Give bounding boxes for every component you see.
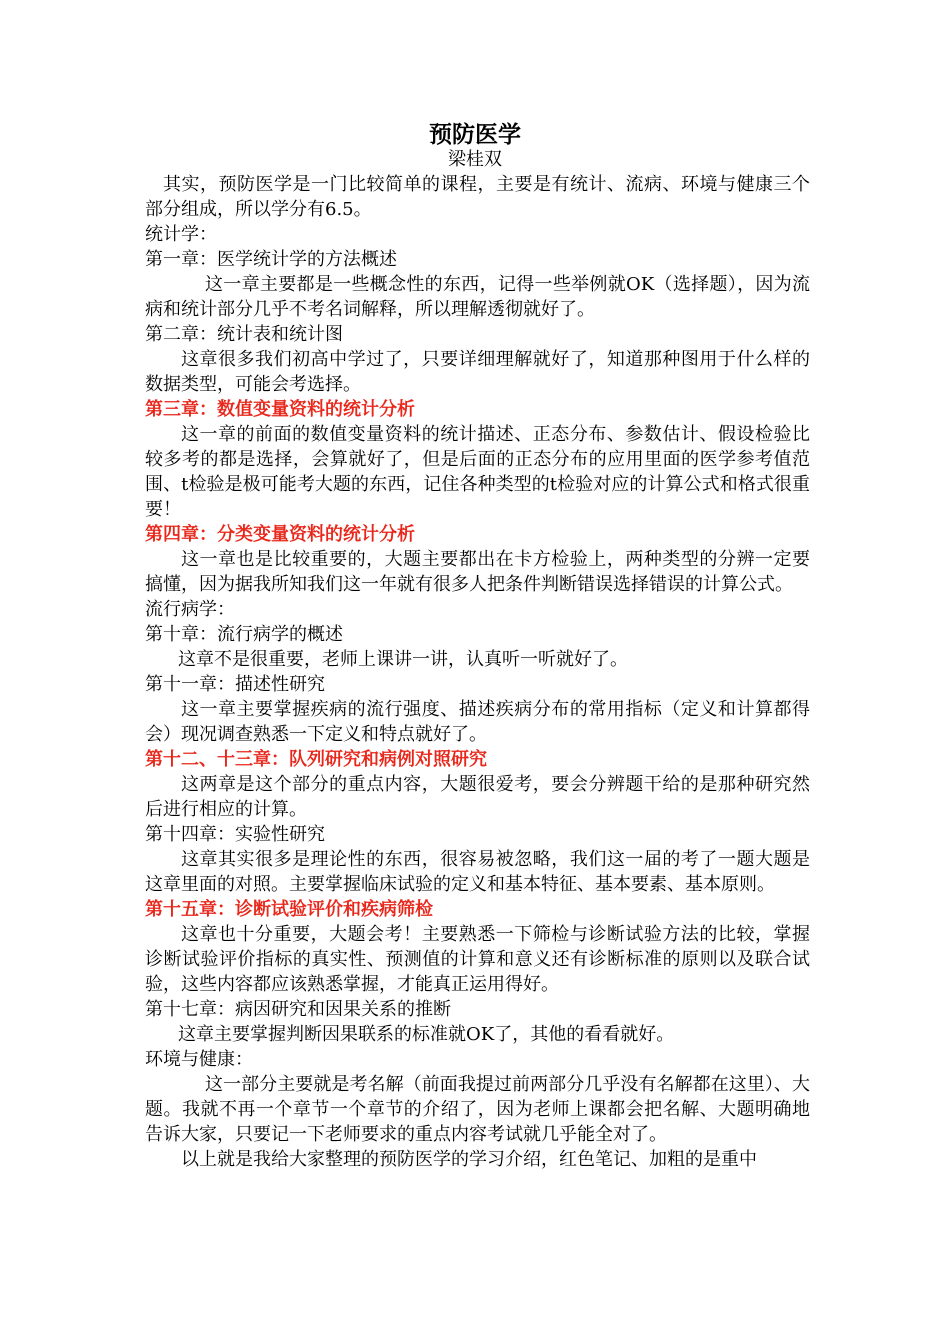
chapter-2-heading: 第二章：统计表和统计图 [145, 324, 343, 345]
chapter-17-heading: 第十七章：病因研究和因果关系的推断 [145, 999, 451, 1020]
document-title: 预防医学 [429, 121, 521, 148]
chapter-17-text: 这章主要掌握判断因果联系的标准就OK了，其他的看看就好。 [178, 1024, 675, 1045]
author-name: 梁桂双 [448, 149, 502, 170]
environment-text: 这一部分主要就是考名解（前面我提过前两部分几乎没有名解都在这里）、大题。我就不再一个章节一个章节的介绍了，因为老师上课都会把名解、大题明确地告诉大家，只要记一下老师要求的重点内容考试就几乎能全对了。 [145, 1074, 810, 1145]
chapter-11-text: 这一章主要掌握疾病的流行强度、描述疾病分布的常用指标（定义和计算都得会）现况调查熟悉一下定义和特点就好了。 [145, 699, 810, 745]
chapter-10-text: 这章不是很重要，老师上课讲一讲，认真听一听就好了。 [178, 649, 628, 670]
chapter-14-heading: 第十四章：实验性研究 [145, 824, 325, 845]
chapter-1-heading: 第一章：医学统计学的方法概述 [145, 249, 397, 270]
chapter-1-text: 这一章主要都是一些概念性的东西，记得一些举例就OK（选择题），因为流病和统计部分几乎不考名词解释，所以理解透彻就好了。 [145, 274, 810, 320]
section-label-statistics: 统计学： [145, 224, 217, 245]
chapter-3-text: 这一章的前面的数值变量资料的统计描述、正态分布、参数估计、假设检验比较多考的都是选择，会算就好了，但是后面的正态分布的应用里面的医学参考值范围、t检验是极可能考大题的东西，记住各种类型的t检验对应的计算公式和格式很重要！ [145, 424, 810, 520]
chapter-12-13-text: 这两章是这个部分的重点内容，大题很爱考，要会分辨题干给的是那种研究然后进行相应的计算。 [145, 774, 810, 820]
chapter-4-heading: 第四章：分类变量资料的统计分析 [145, 524, 415, 545]
chapter-4-text: 这一章也是比较重要的，大题主要都出在卡方检验上，两种类型的分辨一定要搞懂，因为据我所知我们这一年就有很多人把条件判断错误选择错误的计算公式。 [145, 549, 810, 595]
chapter-12-13-heading: 第十二、十三章：队列研究和病例对照研究 [145, 749, 487, 770]
chapter-10-heading: 第十章：流行病学的概述 [145, 624, 343, 645]
intro-paragraph: 其实，预防医学是一门比较简单的课程，主要是有统计、流病、环境与健康三个部分组成，所以学分有6.5。 [145, 174, 810, 220]
chapter-3-heading: 第三章：数值变量资料的统计分析 [145, 399, 415, 420]
chapter-11-heading: 第十一章：描述性研究 [145, 674, 325, 695]
document-body [145, 172, 810, 1172]
chapter-15-heading: 第十五章：诊断试验评价和疾病筛检 [145, 899, 433, 920]
closing-paragraph: 以上就是我给大家整理的预防医学的学习介绍，红色笔记、加粗的是重中 [181, 1149, 757, 1170]
section-label-epidemiology: 流行病学： [145, 599, 235, 620]
section-label-environment: 环境与健康： [145, 1049, 253, 1070]
chapter-15-text: 这章也十分重要，大题会考！主要熟悉一下筛检与诊断试验方法的比较，掌握诊断试验评价指标的真实性、预测值的计算和意义还有诊断标准的原则以及联合试验，这些内容都应该熟悉掌握，才能真正运用得好。 [145, 924, 810, 995]
chapter-2-text: 这章很多我们初高中学过了，只要详细理解就好了，知道那种图用于什么样的数据类型，可能会考选择。 [145, 349, 810, 395]
chapter-14-text: 这章其实很多是理论性的东西，很容易被忽略，我们这一届的考了一题大题是这章里面的对照。主要掌握临床试验的定义和基本特征、基本要素、基本原则。 [145, 849, 810, 895]
